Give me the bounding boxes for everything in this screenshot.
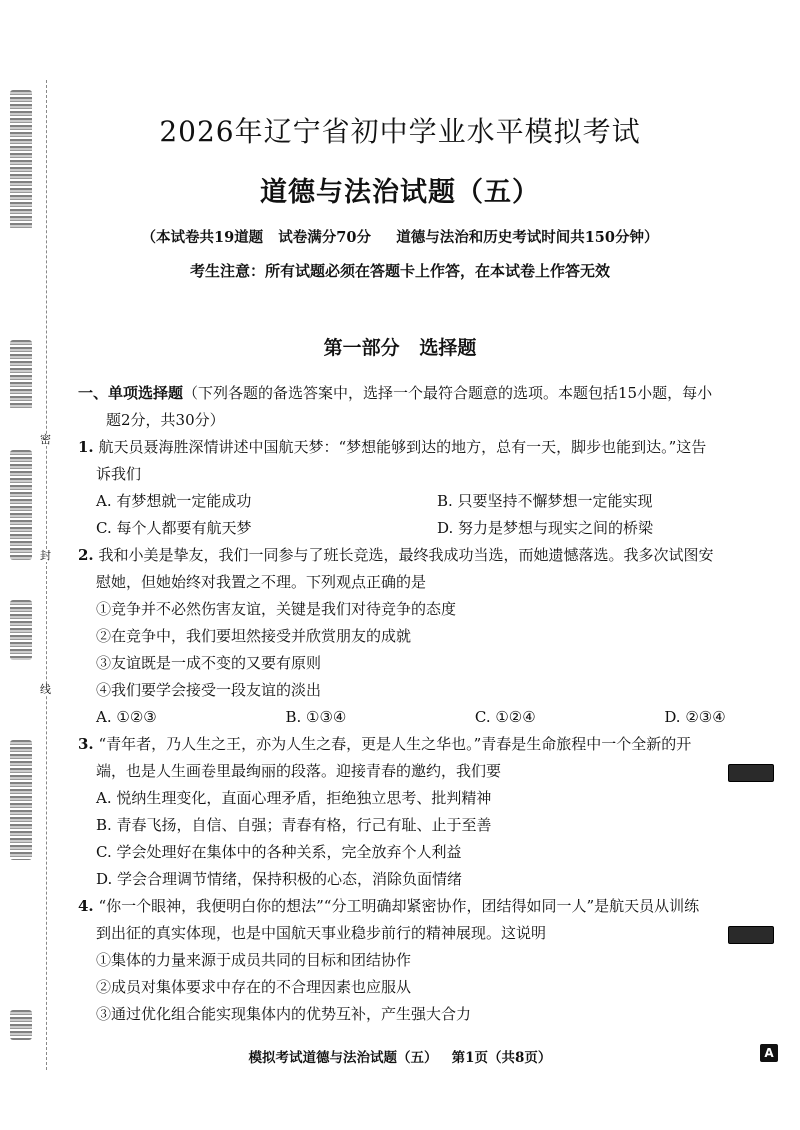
question-number: 3. xyxy=(78,735,94,753)
handwriting-mark xyxy=(10,600,32,660)
option-d: D. 学会合理调节情绪，保持积极的心态，消除负面情绪 xyxy=(96,870,463,888)
question-3 xyxy=(78,731,778,893)
section-heading xyxy=(78,380,778,407)
binding-char-xian: 线 xyxy=(40,683,51,696)
option-b: B. 只要坚持不懈梦想一定能实现 xyxy=(437,492,653,510)
question-number: 4. xyxy=(78,897,94,915)
question-number: 1. xyxy=(78,438,94,456)
handwriting-mark xyxy=(10,1010,32,1040)
handwriting-mark xyxy=(10,450,32,560)
statement-item: ②成员对集体要求中存在的不合理因素也应服从 xyxy=(96,978,412,996)
option-d: D. ②③④ xyxy=(664,708,726,726)
statement-item: ③友谊既是一成不变的又要有原则 xyxy=(96,654,322,672)
option-b: B. ①③④ xyxy=(285,708,347,726)
question-stem-cont: 到出征的真实体现，也是中国航天事业稳步前行的精神展现。这说明 xyxy=(96,924,547,942)
question-stem-cont: 慰她，但她始终对我置之不理。下列观点正确的是 xyxy=(96,573,427,591)
subject-title: 道德与法治试题（五） xyxy=(260,177,540,208)
question-stem-cont: 端，也是人生画卷里最绚丽的段落。迎接青春的邀约，我们要 xyxy=(96,762,502,780)
question-stem: 我和小美是挚友，我们一同参与了班长竞选，最终我成功当选，而她遗憾落选。我多次试图安 xyxy=(98,546,714,564)
version-badge: A xyxy=(760,1044,778,1062)
option-row xyxy=(78,704,778,731)
option-d: D. 努力是梦想与现实之间的桥梁 xyxy=(437,519,654,537)
exam-notice: 考生注意：所有试题必须在答题卡上作答，在本试卷上作答无效 xyxy=(189,262,610,280)
handwriting-mark xyxy=(10,740,32,860)
question-stem: “青年者，乃人生之王，亦为人生之春，更是人生之华也。”青春是生命旅程中一个全新的开 xyxy=(98,735,692,753)
question-4 xyxy=(78,893,778,1028)
question-area xyxy=(78,380,778,1028)
option-a: A. 有梦想就一定能成功 xyxy=(96,492,252,510)
question-number: 2. xyxy=(78,546,94,564)
option-a: A. ①②③ xyxy=(96,708,157,726)
option-b: B. 青春飞扬，自信、自强；青春有格，行己有耻、止于至善 xyxy=(96,816,492,834)
question-stem-cont: 诉我们 xyxy=(96,465,142,483)
part-title: 第一部分 选择题 xyxy=(323,337,477,359)
option-c: C. 每个人都要有航天梦 xyxy=(96,519,252,537)
option-c: C. ①②④ xyxy=(474,708,536,726)
binding-char-mi: 密 xyxy=(40,433,51,446)
answer-bracket-redacted xyxy=(728,764,774,782)
option-row xyxy=(78,488,778,515)
question-1 xyxy=(78,434,778,542)
statement-item: ①竞争并不必然伤害友谊，关键是我们对待竞争的态度 xyxy=(96,600,457,618)
section-desc: （下列各题的备选答案中，选择一个最符合题意的选项。本题包括15小题，每小 xyxy=(183,384,713,402)
statement-item: ③通过优化组合能实现集体内的优势互补，产生强大合力 xyxy=(96,1005,472,1023)
question-2 xyxy=(78,542,778,731)
binding-char-feng: 封 xyxy=(40,549,51,562)
question-stem: 航天员聂海胜深情讲述中国航天梦：“梦想能够到达的地方，总有一天，脚步也能到达。”这告 xyxy=(98,438,707,456)
section-lead: 一、单项选择题 xyxy=(78,384,184,402)
exam-info: （本试卷共19道题 试卷满分70分 道德与法治和历史考试时间共150分钟） xyxy=(141,229,659,246)
page-footer: 模拟考试道德与法治试题（五） 第1页（共8页） xyxy=(248,1050,552,1066)
statement-item: ①集体的力量来源于成员共同的目标和团结协作 xyxy=(96,951,412,969)
question-stem: “你一个眼神，我便明白你的想法”“分工明确却紧密协作，团结得如同一人”是航天员从训练 xyxy=(98,897,700,915)
option-c: C. 学会处理好在集体中的各种关系，完全放弃个人利益 xyxy=(96,843,462,861)
statement-item: ②在竞争中，我们要坦然接受并欣赏朋友的成就 xyxy=(96,627,412,645)
option-a: A. 悦纳生理变化，直面心理矛盾，拒绝独立思考、批判精神 xyxy=(96,789,492,807)
statement-item: ④我们要学会接受一段友谊的淡出 xyxy=(96,681,322,699)
answer-bracket-redacted xyxy=(728,926,774,944)
exam-title: 2026年辽宁省初中学业水平模拟考试 xyxy=(159,115,641,148)
option-row xyxy=(78,515,778,542)
section-desc-cont: 题2分，共30分） xyxy=(106,411,225,429)
